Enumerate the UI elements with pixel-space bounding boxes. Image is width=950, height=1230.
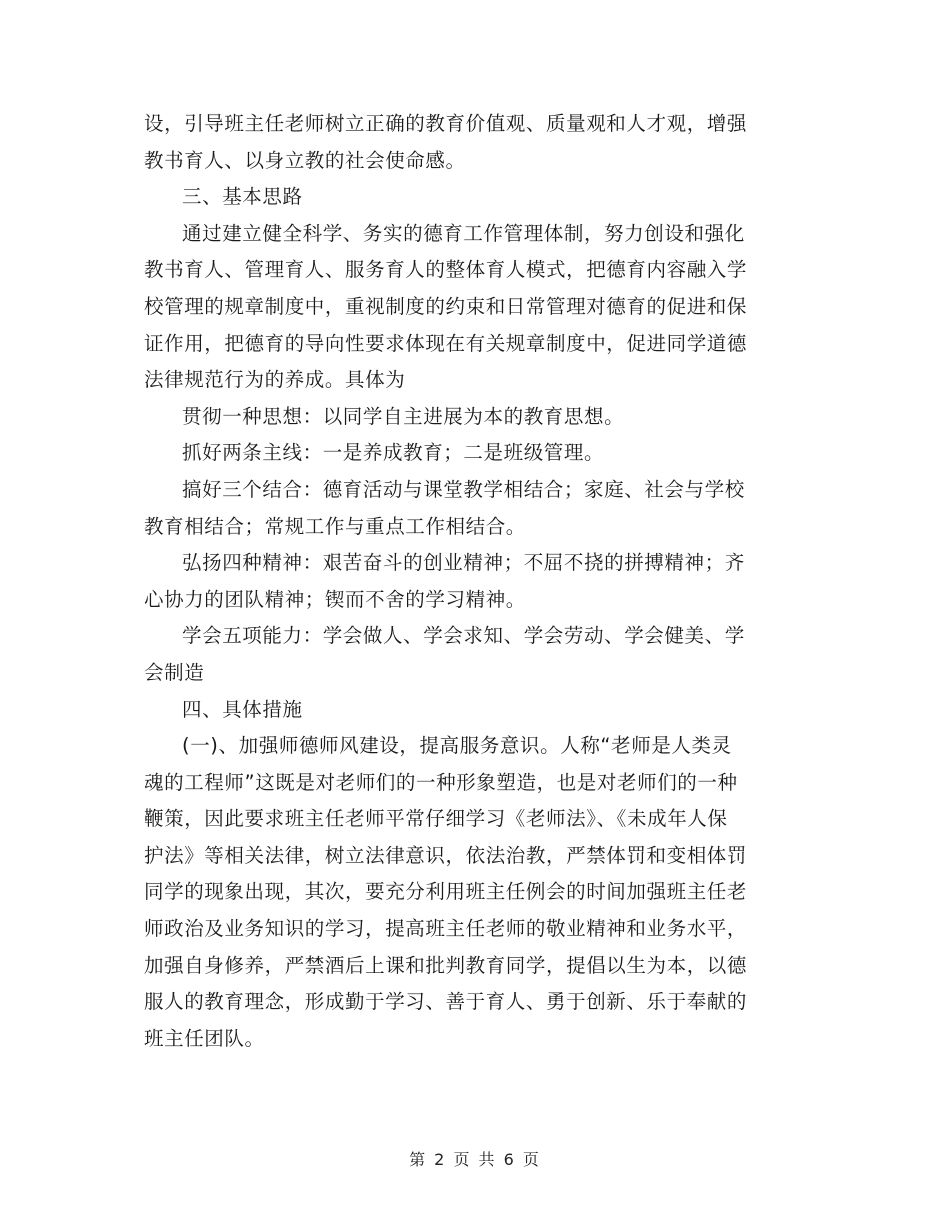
text-line: 通过建立健全科学、务实的德育工作管理体制，努力创设和强化: [182, 221, 745, 245]
section-heading: 四、具体措施: [182, 697, 303, 721]
text-line: 加强自身修养，严禁酒后上课和批判教育同学，提倡以生为本，以德: [144, 953, 748, 977]
text-line: 搞好三个结合：德育活动与课堂教学相结合；家庭、社会与学校: [182, 477, 745, 501]
document-body: [144, 106, 804, 1057]
text-line: (一)、加强师德师风建设，提高服务意识。人称“老师是人类灵: [182, 734, 732, 758]
text-line: 魂的工程师”这既是对老师们的一种形象塑造，也是对老师们的一种: [144, 770, 738, 794]
text-line: 法律规范行为的养成。具体为: [144, 368, 406, 392]
text-line: 服人的教育理念，形成勤于学习、善于育人、勇于创新、乐于奉献的: [144, 990, 748, 1014]
text-line: 心协力的团队精神；锲而不舍的学习精神。: [144, 587, 526, 611]
text-line: 师政治及业务知识的学习，提高班主任老师的敬业精神和业务水平，: [144, 917, 748, 941]
text-line: 设，引导班主任老师树立正确的教育价值观、质量观和人才观，增强: [144, 112, 748, 135]
text-line: 教育相结合；常规工作与重点工作相结合。: [144, 514, 526, 538]
text-line: 证作用，把德育的导向性要求体现在有关规章制度中，促进同学道德: [144, 331, 748, 355]
text-line: 鞭策，因此要求班主任老师平常仔细学习《老师法》、《未成年人保: [144, 807, 728, 831]
text-line: 教书育人、以身立教的社会使命感。: [144, 148, 466, 172]
text-line: 校管理的规章制度中，重视制度的约束和日常管理对德育的促进和保: [144, 294, 748, 318]
text-line: 班主任团队。: [144, 1026, 265, 1050]
text-line: 贯彻一种思想：以同学自主进展为本的教育思想。: [182, 404, 625, 428]
text-line: 教书育人、管理育人、服务育人的整体育人模式，把德育内容融入学: [144, 258, 748, 282]
text-line: 会制造: [144, 660, 205, 684]
text-line: 抓好两条主线：一是养成教育；二是班级管理。: [182, 441, 605, 465]
text-line: 学会五项能力：学会做人、学会求知、学会劳动、学会健美、学: [182, 624, 745, 648]
page-number-footer: 第 2 页 共 6 页: [409, 1150, 541, 1169]
text-line: 弘扬四种精神：艰苦奋斗的创业精神；不屈不挠的拼搏精神；齐: [182, 551, 745, 575]
text-line: 护法》等相关法律，树立法律意识，依法治教，严禁体罚和变相体罚: [144, 843, 748, 867]
section-heading: 三、基本思路: [182, 185, 303, 209]
text-line: 同学的现象出现，其次，要充分利用班主任例会的时间加强班主任老: [144, 880, 748, 904]
